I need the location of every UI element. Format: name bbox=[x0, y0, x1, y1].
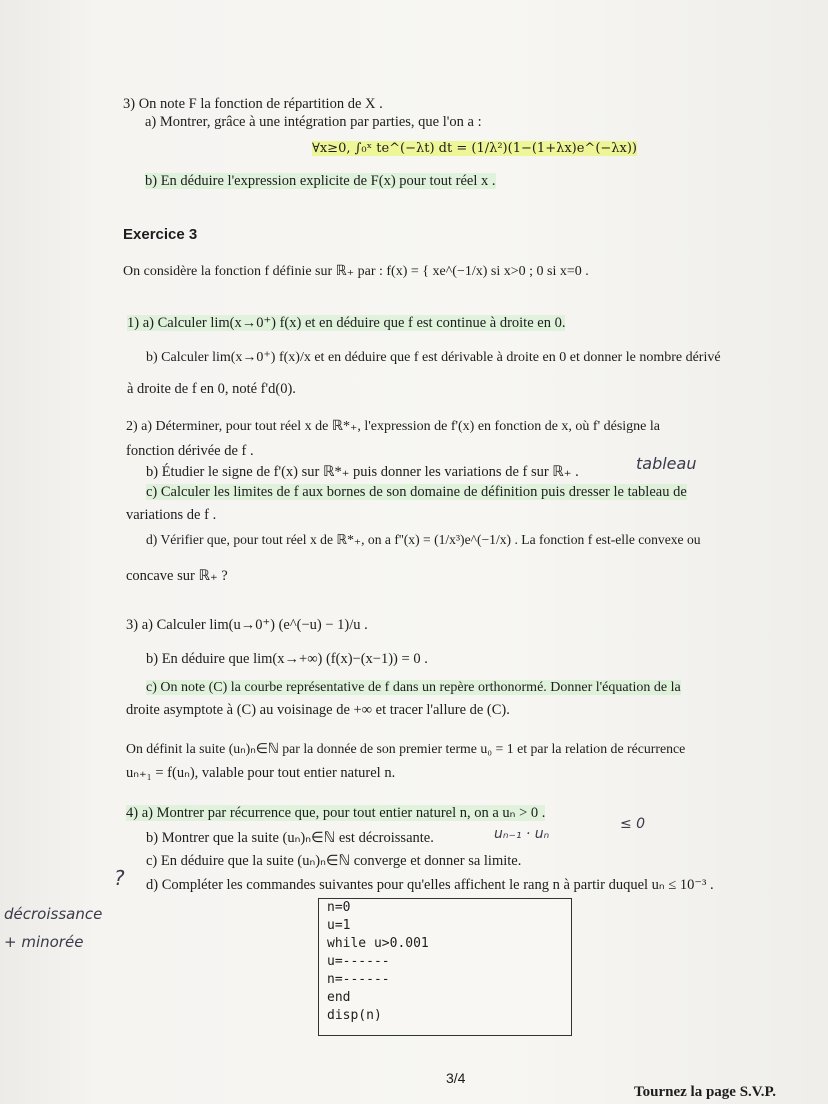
question-2d-line1: d) Vérifier que, pour tout réel x de ℝ*₊, on a f''(x) = (1/x³)e^(−1/x) . La fonction f est-elle convexe ou bbox=[146, 532, 701, 547]
code-line: while u>0.001 bbox=[327, 936, 429, 951]
handwritten-sequence-note: uₙ₋₁ · uₙ bbox=[494, 826, 550, 842]
code-line: u=1 bbox=[327, 918, 351, 933]
handwritten-decroissance: décroissance bbox=[4, 905, 103, 923]
question-1b-line1: b) Calculer lim(x→0⁺) f(x)/x et en déduire que f est dérivable à droite en 0 et donner le nombre dérivé bbox=[146, 350, 721, 365]
part3-question-a: a) Montrer, grâce à une intégration par parties, que l'on a : bbox=[145, 114, 482, 130]
question-3a: 3) a) Calculer lim(u→0⁺) (e^(−u) − 1)/u . bbox=[126, 617, 368, 633]
exercise-intro: On considère la fonction f définie sur ℝ₊ par : f(x) = { xe^(−1/x) si x>0 ; 0 si x=0 . bbox=[123, 264, 589, 279]
question-2a-line1: 2) a) Déterminer, pour tout réel x de ℝ*₊, l'expression de f'(x) en fonction de x, où f' désigne la bbox=[126, 419, 660, 434]
question-2a-line2: fonction dérivée de f . bbox=[126, 443, 254, 459]
handwritten-tableau: tableau bbox=[636, 454, 697, 473]
page-number: 3/4 bbox=[446, 1070, 466, 1086]
part3-question-b: b) En déduire l'expression explicite de F(x) pour tout réel x . bbox=[145, 173, 496, 189]
question-3b: b) En déduire que lim(x→+∞) (f(x)−(x−1)) = 0 . bbox=[146, 651, 428, 667]
code-line: n=------ bbox=[327, 972, 390, 987]
handwritten-le-zero: ≤ 0 bbox=[620, 816, 646, 832]
code-line: end bbox=[327, 990, 351, 1005]
exercise-title: Exercice 3 bbox=[123, 226, 198, 243]
part3-title: 3) On note F la fonction de répartition de X . bbox=[123, 96, 383, 112]
question-3c-line1: c) On note (C) la courbe représentative de f dans un repère orthonormé. Donner l'équation de la bbox=[146, 680, 681, 695]
handwritten-question-mark: ? bbox=[114, 866, 125, 890]
question-2c-line2: variations de f . bbox=[126, 507, 217, 523]
question-1a: 1) a) Calculer lim(x→0⁺) f(x) et en déduire que f est continue à droite en 0. bbox=[127, 315, 566, 331]
code-line: u=------ bbox=[327, 954, 390, 969]
question-1b-line2: à droite de f en 0, noté f'd(0). bbox=[127, 381, 296, 397]
sequence-definition-line2: uₙ₊₁ = f(uₙ), valable pour tout entier naturel n. bbox=[126, 765, 396, 781]
question-4c: c) En déduire que la suite (uₙ)ₙ∈ℕ converge et donner sa limite. bbox=[146, 853, 522, 869]
handwritten-minoree: + minorée bbox=[4, 933, 84, 951]
sequence-definition-line1: On définit la suite (uₙ)ₙ∈ℕ par la donnée de son premier terme u₀ = 1 et par la relation de récurrence bbox=[126, 741, 686, 756]
part3-formula: ∀x≥0, ∫₀ˣ te^(−λt) dt = (1/λ²)(1−(1+λx)e^(−λx)) bbox=[312, 141, 637, 156]
question-4a: 4) a) Montrer par récurrence que, pour tout entier naturel n, on a uₙ > 0 . bbox=[126, 805, 546, 821]
question-3c-line2: droite asymptote à (C) au voisinage de +∞ et tracer l'allure de (C). bbox=[126, 702, 510, 718]
question-2c-line1: c) Calculer les limites de f aux bornes de son domaine de définition puis dresser le tableau de bbox=[146, 484, 687, 500]
footer-text: Tournez la page S.V.P. bbox=[634, 1084, 776, 1100]
question-2b: b) Étudier le signe de f'(x) sur ℝ*₊ puis donner les variations de f sur ℝ₊ . bbox=[146, 464, 579, 480]
code-line: n=0 bbox=[327, 900, 351, 915]
question-4d: d) Compléter les commandes suivantes pour qu'elles affichent le rang n à partir duquel uₙ ≤ 10⁻³ . bbox=[146, 877, 714, 893]
code-box bbox=[318, 898, 572, 1036]
question-2d-line2: concave sur ℝ₊ ? bbox=[126, 568, 228, 584]
question-4b: b) Montrer que la suite (uₙ)ₙ∈ℕ est décroissante. bbox=[146, 830, 434, 846]
code-line: disp(n) bbox=[327, 1008, 382, 1023]
